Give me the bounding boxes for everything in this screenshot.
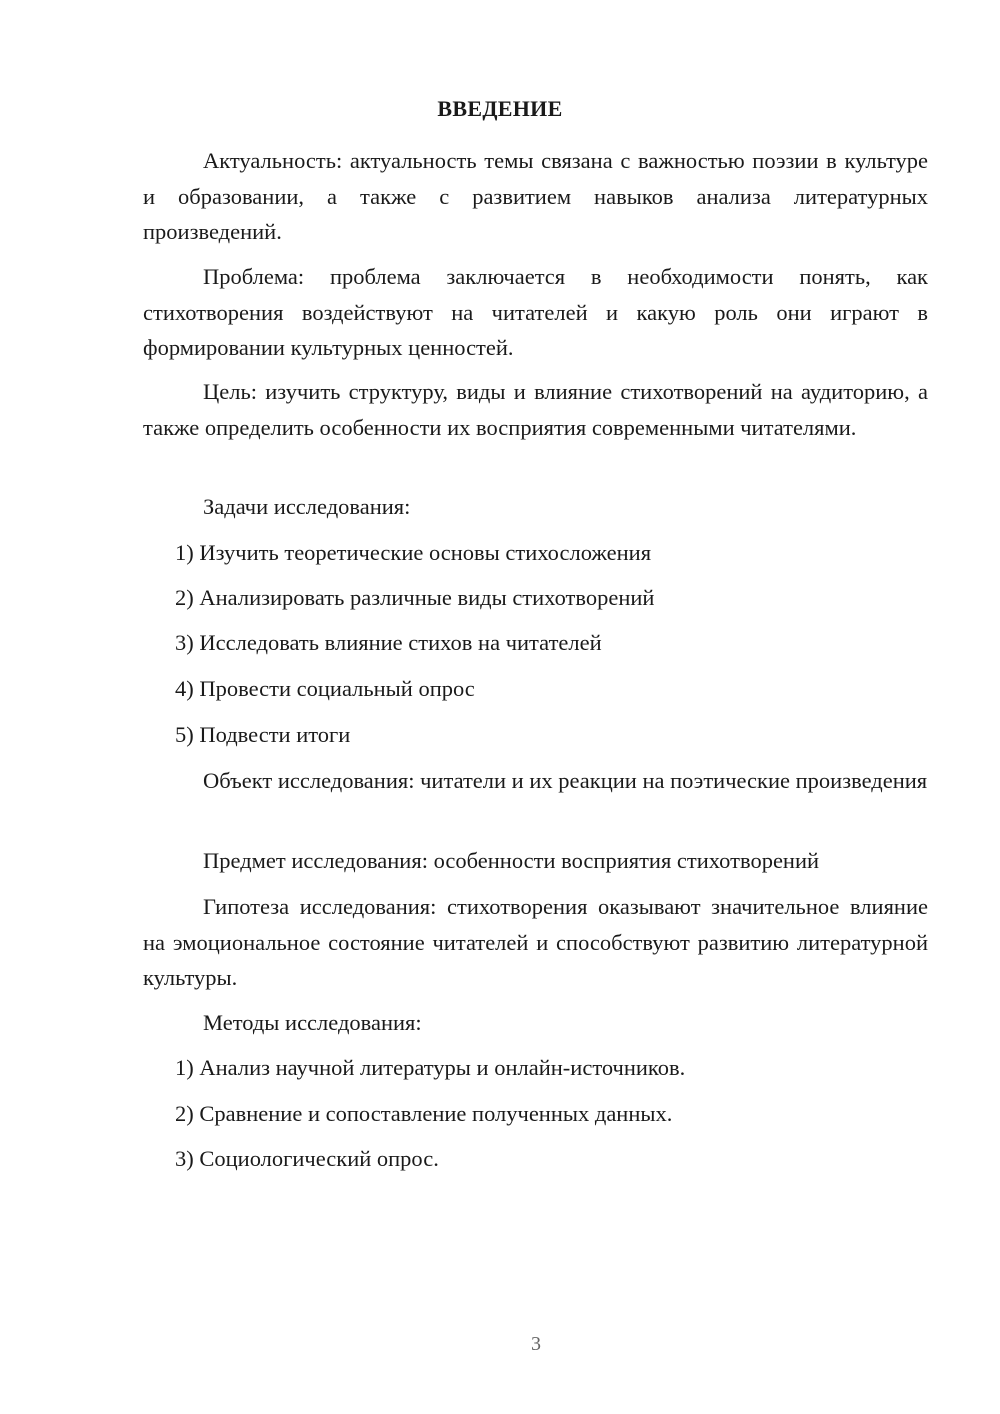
- task-item: 5) Подвести итоги: [175, 722, 351, 747]
- goal-paragraph: Цель: изучить структуру, виды и влияние стихотворений на аудиторию, а также определить особенности их восприятия современными читателями.: [143, 379, 928, 440]
- page-number: 3: [531, 1333, 541, 1355]
- section-title: ВВЕДЕНИЕ: [437, 96, 563, 121]
- subject-paragraph: Предмет исследования: особенности восприятия стихотворений: [203, 848, 820, 873]
- method-item: 1) Анализ научной литературы и онлайн-источников.: [175, 1055, 686, 1080]
- hypothesis-paragraph: Гипотеза исследования: стихотворения оказывают значительное влияние на эмоциональное состояние читателей и способствуют развитию литературной культуры.: [143, 894, 928, 990]
- object-paragraph: Объект исследования: читатели и их реакции на поэтические произведения: [203, 768, 928, 793]
- task-item: 3) Исследовать влияние стихов на читателей: [175, 630, 602, 655]
- relevance-paragraph: Актуальность: актуальность темы связана с важностью поэзии в культуре и образовании, а также с развитием навыков анализа литературных произведений.: [143, 148, 928, 244]
- tasks-heading: Задачи исследования:: [203, 494, 411, 519]
- methods-heading: Методы исследования:: [203, 1010, 422, 1035]
- task-item: 2) Анализировать различные виды стихотворений: [175, 585, 655, 610]
- method-item: 2) Сравнение и сопоставление полученных данных.: [175, 1101, 673, 1126]
- method-item: 3) Социологический опрос.: [175, 1146, 439, 1171]
- task-item: 1) Изучить теоретические основы стихосложения: [175, 540, 652, 565]
- task-item: 4) Провести социальный опрос: [175, 676, 475, 701]
- problem-paragraph: Проблема: проблема заключается в необходимости понять, как стихотворения воздействуют на читателей и какую роль они играют в формировании культурных ценностей.: [143, 264, 928, 360]
